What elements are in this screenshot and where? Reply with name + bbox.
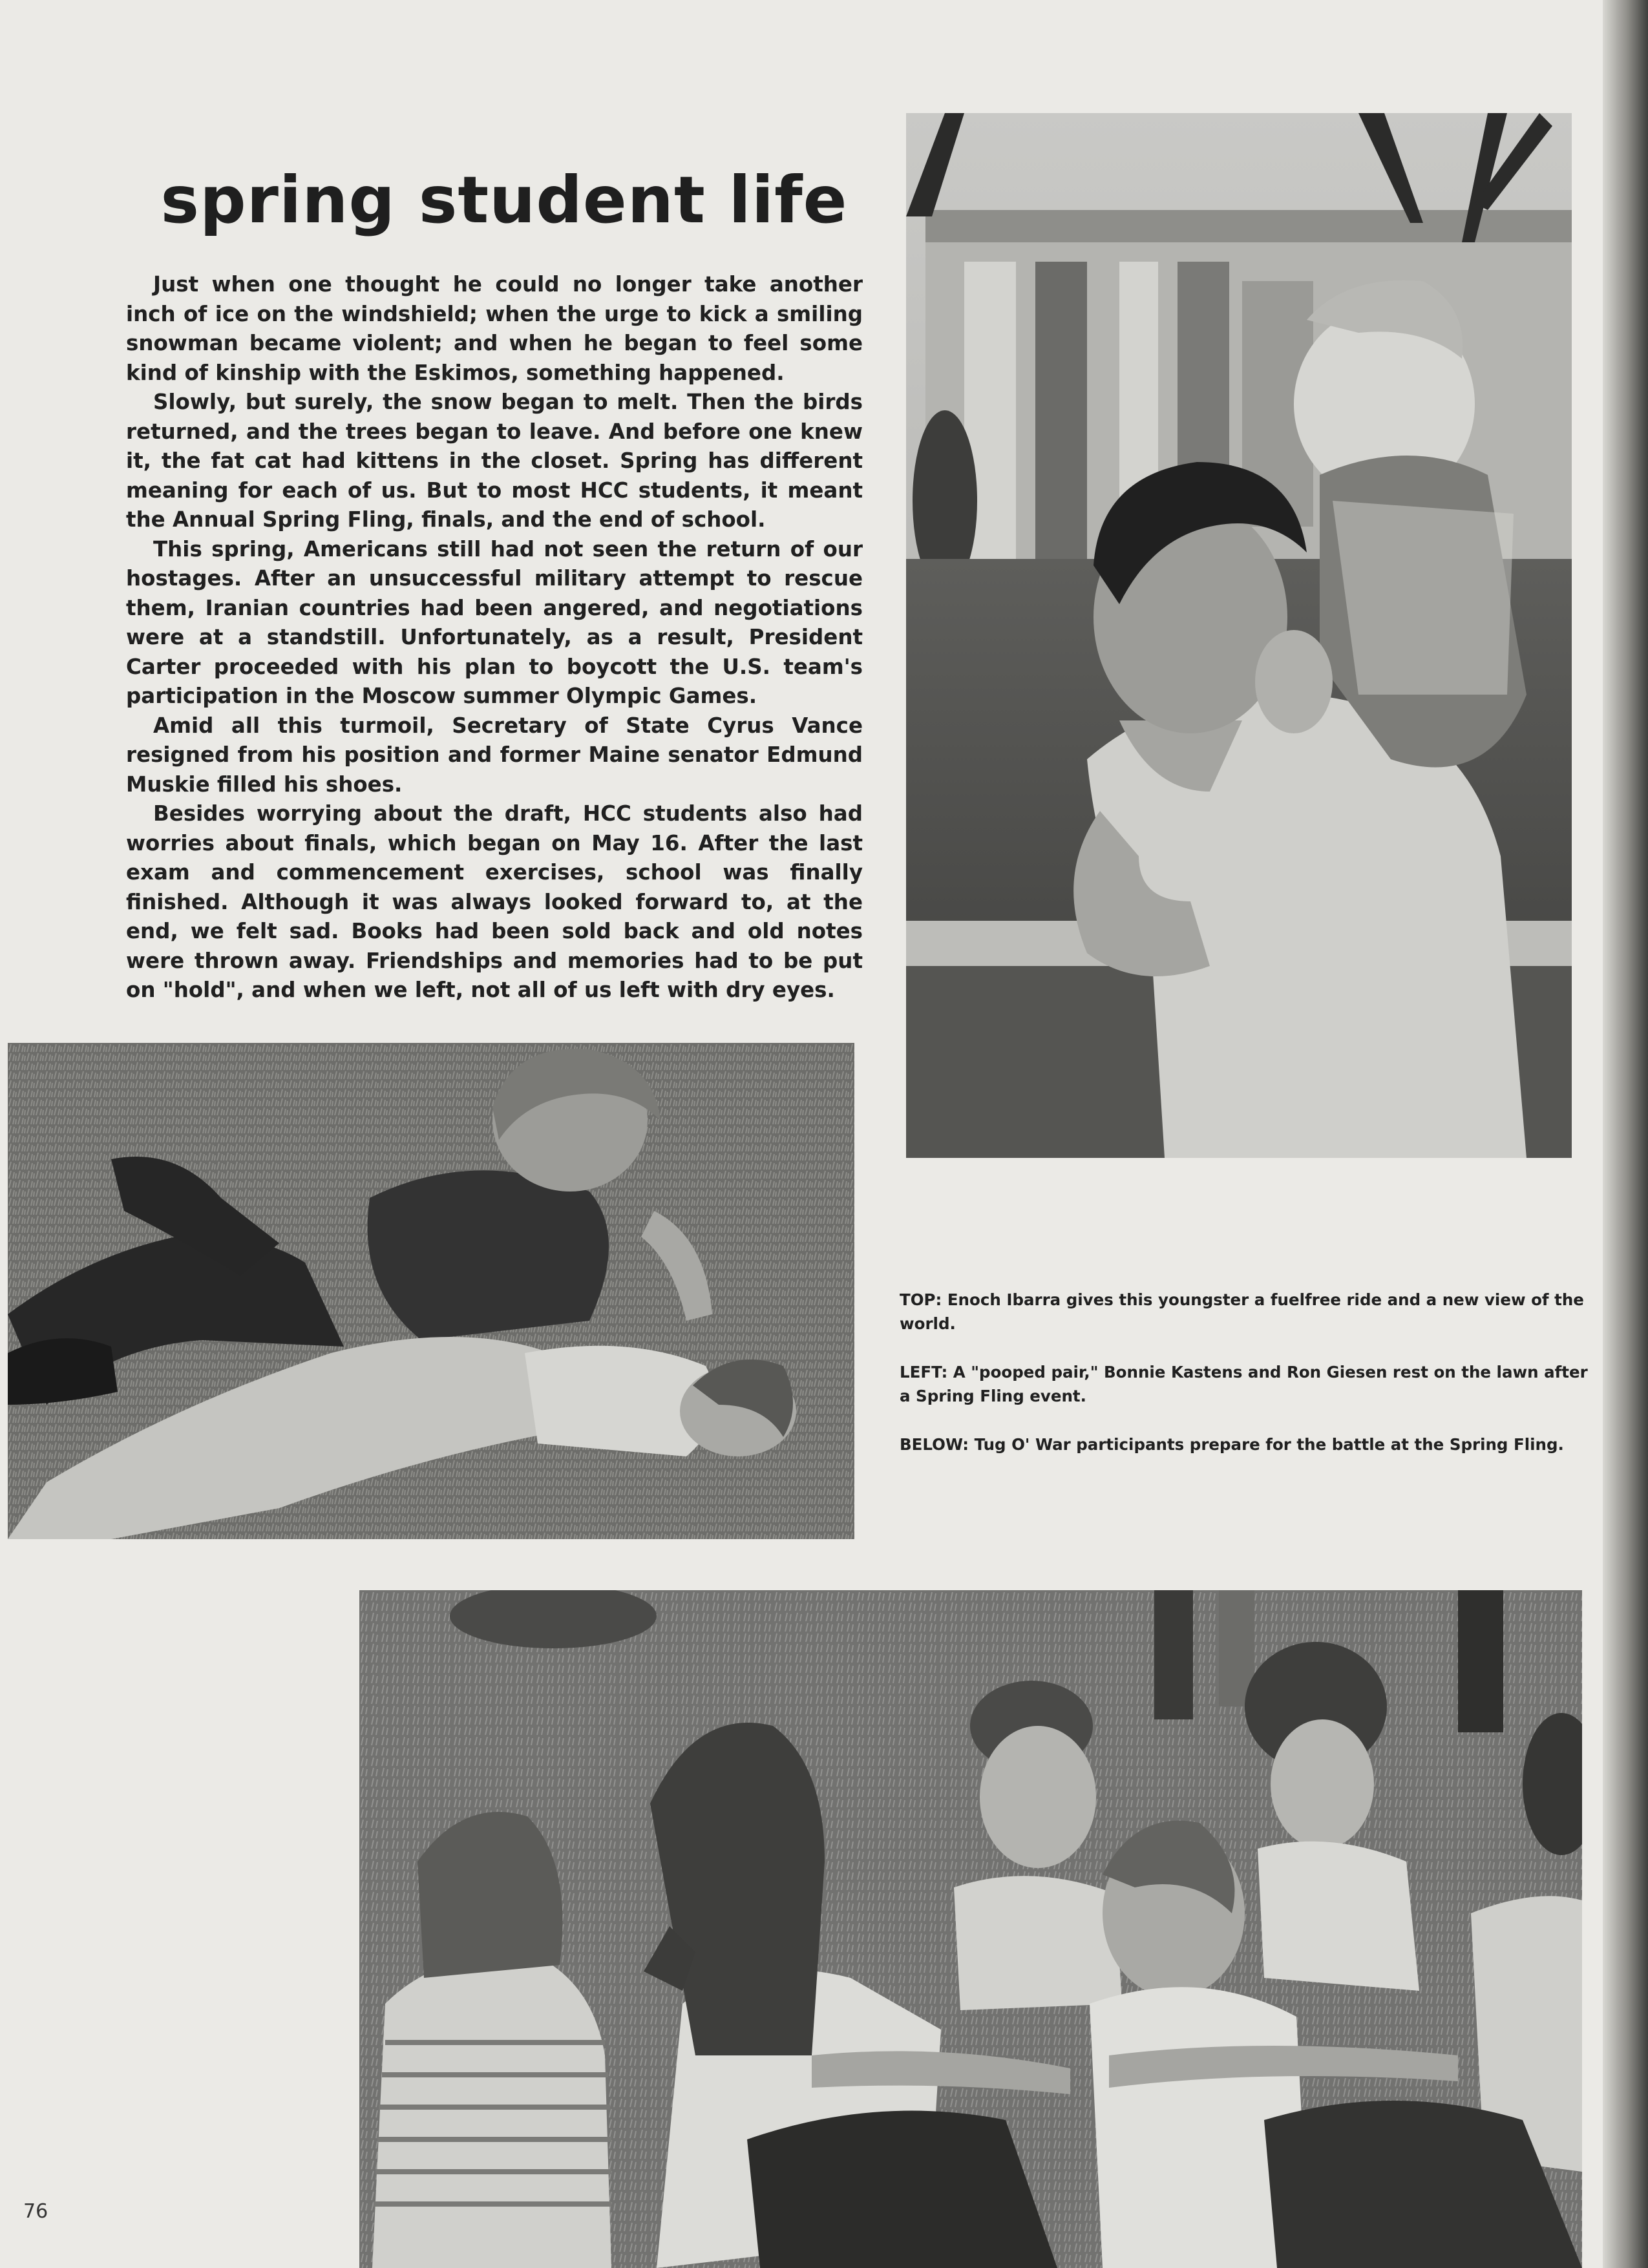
article-body bbox=[126, 270, 863, 1005]
article-paragraph: This spring, Americans still had not seen the return of our hostages. After an unsuccessful military attempt to rescue them, Iranian countries had been angered, and negotiations were at a standstill. Unfortunately, as a result, President Carter proceeded with his plan to boycott the U.S. team's participation in the Moscow summer Olympic Games. bbox=[126, 536, 863, 708]
article-paragraph: Amid all this turmoil, Secretary of State Cyrus Vance resigned from his position and former Maine senator Edmund Muskie filled his shoes. bbox=[126, 713, 863, 797]
caption-below: BELOW: Tug O' War participants prepare for the battle at the Spring Fling. bbox=[900, 1435, 1564, 1454]
photo-man-carrying-child-image bbox=[906, 113, 1572, 1158]
caption-left: LEFT: A "pooped pair," Bonnie Kastens and Ron Giesen rest on the lawn after a Spring Fling event. bbox=[900, 1363, 1588, 1405]
photo-tug-o-war bbox=[359, 1590, 1582, 2268]
page-binding-edge bbox=[1603, 0, 1648, 2268]
photo-captions bbox=[900, 1288, 1594, 1481]
caption-top: TOP: Enoch Ibarra gives this youngster a fuelfree ride and a new view of the world. bbox=[900, 1290, 1584, 1333]
article-paragraph: Just when one thought he could no longer take another inch of ice on the windshield; when the urge to kick a smiling snowman became violent; and when he began to feel some kind of kinship with the Eskimos, something happened. bbox=[126, 272, 863, 385]
article-paragraph: Slowly, but surely, the snow began to melt. Then the birds returned, and the trees began to leave. And before one knew it, the fat cat had kittens in the closet. Spring has different meaning for each of us. But to most HCC students, it meant the Annual Spring Fling, finals, and the end of school. bbox=[126, 390, 863, 532]
photo-pooped-pair-image bbox=[8, 1043, 854, 1539]
page-number: 76 bbox=[23, 2200, 48, 2223]
photo-man-carrying-child bbox=[906, 113, 1572, 1158]
page-title: spring student life bbox=[160, 162, 848, 238]
photo-pooped-pair bbox=[8, 1043, 854, 1539]
photo-tug-o-war-image bbox=[359, 1590, 1582, 2268]
article-paragraph: Besides worrying about the draft, HCC students also had worries about finals, which began on May 16. After the last exam and commencement exercises, school was finally finished. Although it was always looked forward to, at the end, we felt sad. Books had been sold back and old notes were thrown away. Friendships and memories had to be put on "hold", and when we left, not all of us left with dry eyes. bbox=[126, 801, 863, 1002]
